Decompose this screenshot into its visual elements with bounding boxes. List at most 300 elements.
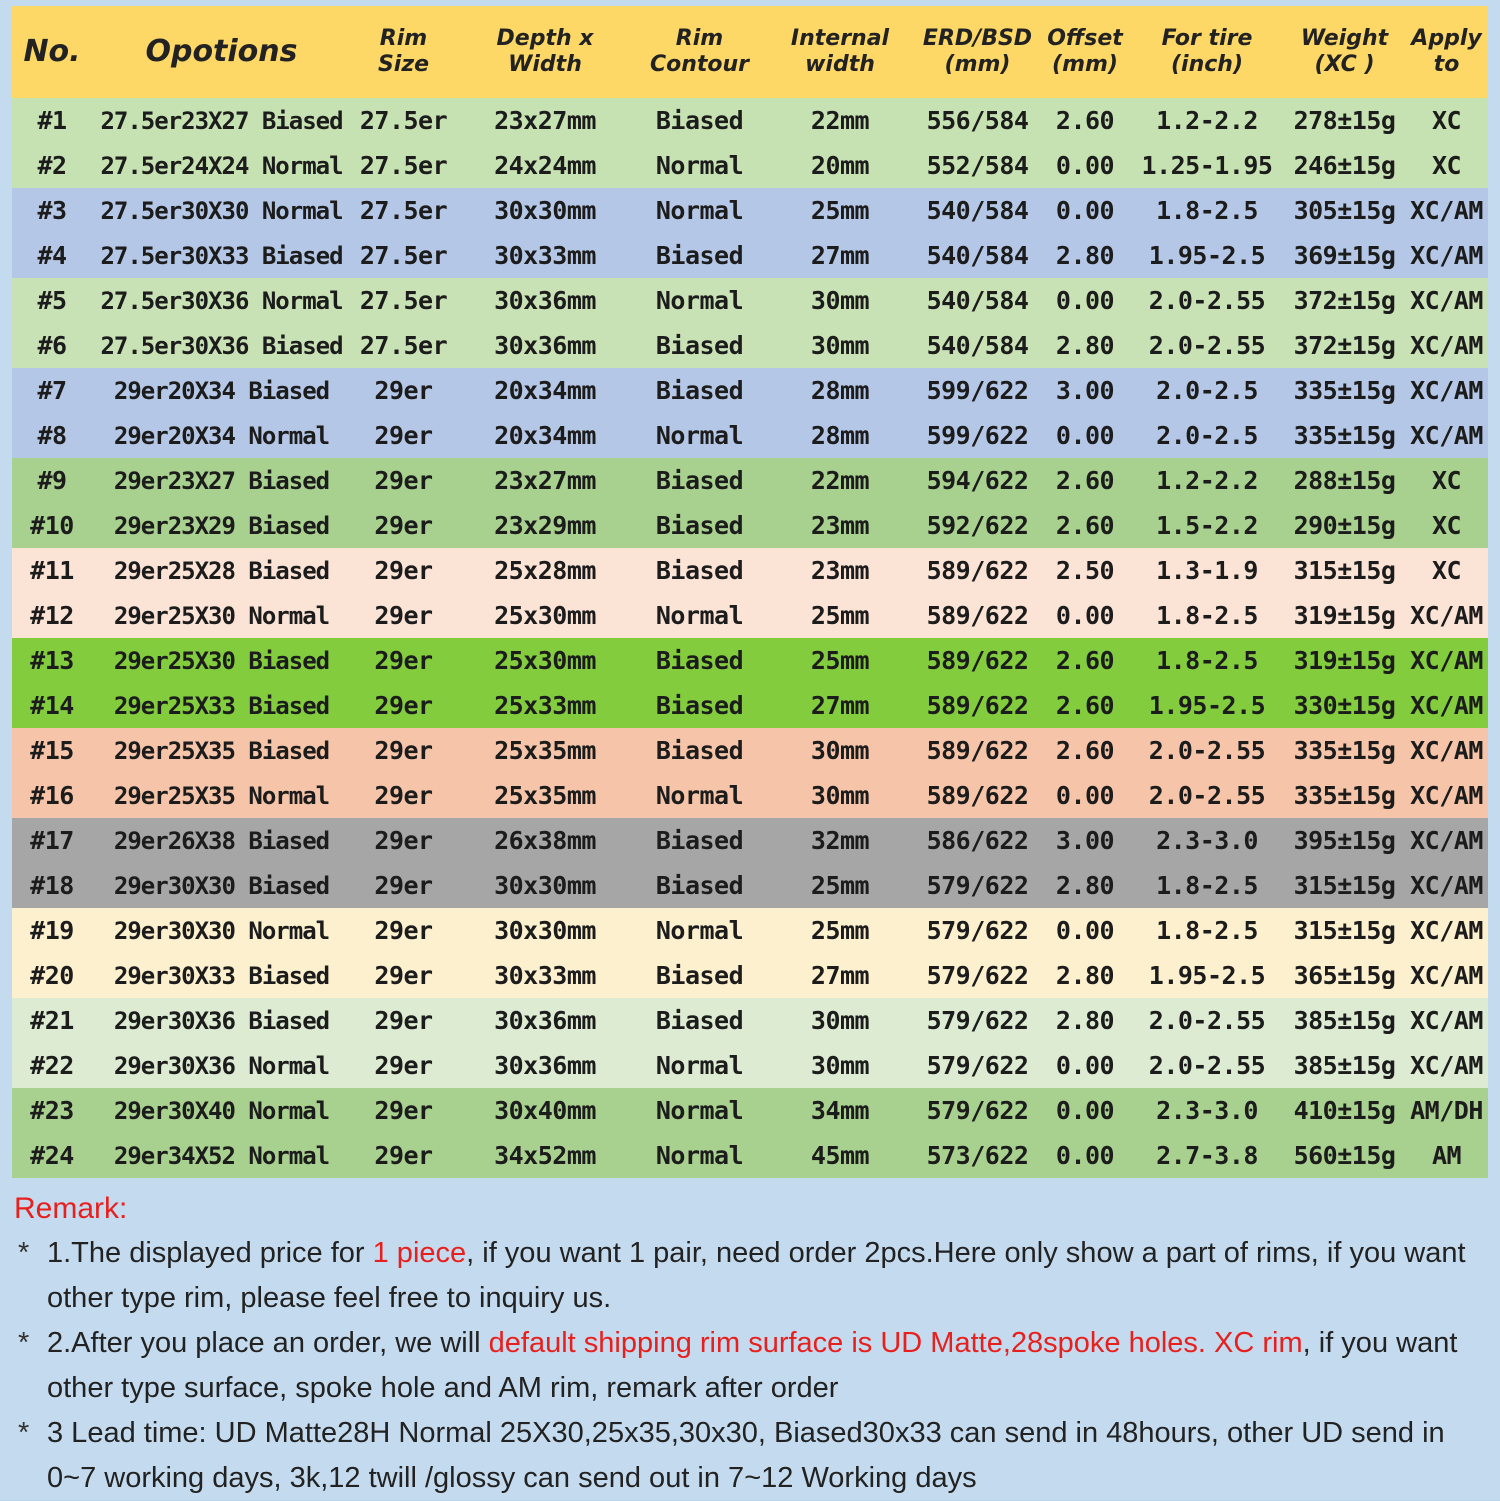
table-cell: 34x52mm (494, 1141, 596, 1170)
table-cell: 27.5er30X36 Normal (100, 286, 343, 315)
table-cell: AM (1431, 1141, 1462, 1170)
table-cell: 29er (374, 511, 433, 540)
column-header: Weight (XC ) (1284, 6, 1405, 98)
table-cell: #22 (30, 1051, 74, 1080)
table-cell: 23mm (810, 511, 870, 540)
table-cell: 25x35mm (494, 781, 596, 810)
table-cell: 27.5er24X24 Normal (100, 151, 343, 180)
table-cell: #2 (37, 151, 67, 180)
table-cell: 2.60 (1055, 106, 1115, 135)
remark-highlight-text: default shipping rim surface is UD Matte,28spoke holes. XC rim (488, 1327, 1303, 1359)
table-cell: #8 (37, 421, 67, 450)
table-cell: 20mm (810, 151, 870, 180)
table-cell: 27.5er (359, 196, 448, 225)
table-cell: 29er30X30 Normal (113, 916, 330, 945)
table-cell: 30x30mm (494, 871, 596, 900)
remark-item (14, 1231, 1488, 1321)
table-cell: 45mm (810, 1141, 870, 1170)
table-row (12, 1133, 1488, 1178)
table-cell: 28mm (810, 376, 870, 405)
table-cell: 27.5er (359, 331, 448, 360)
table-cell: 30x33mm (494, 241, 596, 270)
asterisk-icon: * (18, 1237, 30, 1269)
table-cell: #16 (30, 781, 74, 810)
table-row (12, 638, 1488, 683)
remark-text: 3 Lead time: UD Matte28H Normal 25X30,25x35,30x30, Biased30x33 can send in 48hours, other UD send in 0~7 working days, 3k,12 twill /glossy can send out in 7~12 Working days (47, 1417, 1445, 1494)
table-cell: 589/622 (926, 601, 1029, 630)
remark-text: 1.The displayed price for (47, 1237, 373, 1269)
table-cell: 2.60 (1055, 646, 1115, 675)
table-cell: XC/AM (1410, 196, 1483, 225)
asterisk-icon: * (18, 1417, 30, 1449)
table-cell: Normal (655, 916, 744, 945)
table-cell: 540/584 (926, 241, 1029, 270)
table-cell: 1.95-2.5 (1148, 961, 1266, 990)
table-row (12, 1088, 1488, 1133)
table-cell: #13 (30, 646, 74, 675)
table-cell: 25mm (810, 871, 870, 900)
table-cell: 29er23X27 Biased (113, 466, 330, 495)
table-cell: 30x30mm (494, 916, 596, 945)
table-cell: #24 (30, 1141, 74, 1170)
table-cell: 29er (374, 421, 433, 450)
table-cell: 30x36mm (494, 1051, 596, 1080)
table-cell: 26x38mm (494, 826, 596, 855)
table-cell: 1.8-2.5 (1156, 916, 1258, 945)
table-cell: 30x36mm (494, 331, 596, 360)
table-cell: 29er (374, 466, 433, 495)
table-cell: 25x35mm (494, 736, 596, 765)
table-cell: 2.3-3.0 (1156, 826, 1258, 855)
remark-text: , if you want other type surface, spoke hole and AM rim, remark after order (47, 1327, 1458, 1404)
remark-text: 2.After you place an order, we will (47, 1327, 489, 1359)
table-cell: 29er (374, 781, 433, 810)
table-cell: 34mm (810, 1096, 870, 1125)
table-cell: Biased (655, 331, 744, 360)
table-cell: 29er30X30 Biased (113, 871, 330, 900)
table-cell: 2.0-2.55 (1148, 286, 1266, 315)
table-cell: 25mm (810, 916, 870, 945)
table-cell: #4 (37, 241, 67, 270)
table-row (12, 548, 1488, 593)
table-cell: XC/AM (1410, 331, 1483, 360)
table-cell: 1.8-2.5 (1156, 871, 1258, 900)
table-cell: #23 (30, 1096, 74, 1125)
table-cell: XC (1431, 556, 1462, 585)
table-cell: #15 (30, 736, 74, 765)
table-cell: 22mm (810, 106, 870, 135)
table-cell: 29er25X28 Biased (113, 556, 330, 585)
table-cell: 579/622 (926, 916, 1029, 945)
table-cell: 385±15g (1293, 1006, 1396, 1035)
table-cell: 0.00 (1055, 1096, 1115, 1125)
table-cell: 29er26X38 Biased (113, 826, 330, 855)
remark-item (14, 1411, 1488, 1501)
table-cell: 29er20X34 Normal (113, 421, 330, 450)
table-header (12, 6, 1488, 98)
table-cell: 28mm (810, 421, 870, 450)
table-cell: XC/AM (1410, 241, 1483, 270)
table-cell: 29er30X33 Biased (113, 961, 330, 990)
table-cell: #3 (37, 196, 67, 225)
table-cell: 22mm (810, 466, 870, 495)
table-row (12, 863, 1488, 908)
table-cell: 1.3-1.9 (1156, 556, 1258, 585)
column-header: Apply to (1405, 6, 1488, 98)
table-cell: 23x29mm (494, 511, 596, 540)
table-cell: 29er25X30 Biased (113, 646, 330, 675)
table-cell: 552/584 (926, 151, 1029, 180)
table-cell: XC/AM (1410, 781, 1483, 810)
table-cell: 2.50 (1055, 556, 1115, 585)
rim-spec-table (12, 6, 1488, 1178)
table-cell: 372±15g (1293, 331, 1396, 360)
table-cell: 29er (374, 1141, 433, 1170)
table-cell: Biased (655, 511, 744, 540)
table-row (12, 233, 1488, 278)
table-cell: XC/AM (1410, 421, 1483, 450)
table-cell: Biased (655, 961, 744, 990)
table-cell: #18 (30, 871, 74, 900)
table-cell: #7 (37, 376, 67, 405)
table-cell: 25mm (810, 601, 870, 630)
table-cell: #6 (37, 331, 67, 360)
table-cell: #21 (30, 1006, 74, 1035)
table-cell: 30mm (810, 331, 870, 360)
table-cell: 315±15g (1293, 871, 1396, 900)
table-cell: 3.00 (1055, 376, 1115, 405)
table-cell: 29er30X36 Biased (113, 1006, 330, 1035)
table-cell: Biased (655, 466, 744, 495)
table-cell: 24x24mm (494, 151, 596, 180)
table-cell: #17 (30, 826, 74, 855)
table-cell: 0.00 (1055, 151, 1115, 180)
table-cell: 2.60 (1055, 466, 1115, 495)
table-cell: 29er (374, 376, 433, 405)
table-cell: Normal (655, 1141, 744, 1170)
table-cell: XC/AM (1410, 376, 1483, 405)
table-cell: 2.7-3.8 (1156, 1141, 1258, 1170)
table-cell: #19 (30, 916, 74, 945)
table-cell: 27.5er30X30 Normal (100, 196, 343, 225)
table-cell: 305±15g (1293, 196, 1396, 225)
table-cell: Biased (655, 871, 744, 900)
table-cell: XC/AM (1410, 961, 1483, 990)
table-cell: 315±15g (1293, 556, 1396, 585)
table-cell: 29er20X34 Biased (113, 376, 330, 405)
table-cell: 589/622 (926, 691, 1029, 720)
column-header: ERD/BSD (mm) (915, 6, 1040, 98)
table-cell: 290±15g (1293, 511, 1396, 540)
table-cell: #12 (30, 601, 74, 630)
table-cell: XC/AM (1410, 601, 1483, 630)
table-cell: 1.8-2.5 (1156, 196, 1258, 225)
table-row (12, 593, 1488, 638)
table-cell: 365±15g (1293, 961, 1396, 990)
table-cell: 25mm (810, 196, 870, 225)
table-cell: 29er (374, 1096, 433, 1125)
table-cell: 2.80 (1055, 961, 1115, 990)
table-cell: AM/DH (1410, 1096, 1483, 1125)
table-cell: Biased (655, 106, 744, 135)
table-cell: 594/622 (926, 466, 1029, 495)
table-cell: 27.5er23X27 Biased (100, 106, 343, 135)
column-header: Rim Size (351, 6, 456, 98)
table-cell: 27mm (810, 961, 870, 990)
table-row (12, 773, 1488, 818)
table-cell: 20x34mm (494, 376, 596, 405)
table-row (12, 728, 1488, 773)
table-row (12, 818, 1488, 863)
table-cell: 579/622 (926, 1051, 1029, 1080)
table-cell: 29er30X36 Normal (113, 1051, 330, 1080)
table-cell: 30mm (810, 1006, 870, 1035)
table-cell: XC/AM (1410, 1051, 1483, 1080)
table-cell: 1.5-2.2 (1156, 511, 1258, 540)
table-cell: 27.5er (359, 286, 448, 315)
table-cell: 0.00 (1055, 196, 1115, 225)
table-cell: 23x27mm (494, 106, 596, 135)
table-cell: Normal (655, 196, 744, 225)
table-cell: 20x34mm (494, 421, 596, 450)
table-row (12, 683, 1488, 728)
table-cell: 30mm (810, 736, 870, 765)
table-cell: 592/622 (926, 511, 1029, 540)
table-cell: #5 (37, 286, 67, 315)
table-cell: Normal (655, 601, 744, 630)
table-cell: 2.3-3.0 (1156, 1096, 1258, 1125)
table-cell: 2.0-2.55 (1148, 1051, 1266, 1080)
table-cell: XC (1431, 511, 1462, 540)
table-cell: Biased (655, 556, 744, 585)
table-cell: 29er (374, 1051, 433, 1080)
table-cell: 2.60 (1055, 691, 1115, 720)
table-cell: Normal (655, 781, 744, 810)
table-cell: XC (1431, 151, 1462, 180)
table-row (12, 458, 1488, 503)
table-cell: 30mm (810, 781, 870, 810)
table-cell: 319±15g (1293, 646, 1396, 675)
table-cell: 2.0-2.55 (1148, 736, 1266, 765)
table-cell: #9 (37, 466, 67, 495)
table-cell: 395±15g (1293, 826, 1396, 855)
table-cell: 0.00 (1055, 421, 1115, 450)
table-row (12, 413, 1488, 458)
table-cell: 278±15g (1293, 106, 1396, 135)
table-cell: 2.0-2.55 (1148, 331, 1266, 360)
column-header: Depth x Width (456, 6, 634, 98)
table-cell: 0.00 (1055, 1141, 1115, 1170)
table-cell: 589/622 (926, 556, 1029, 585)
table-cell: 29er (374, 826, 433, 855)
table-cell: Normal (655, 1096, 744, 1125)
table-cell: 2.60 (1055, 511, 1115, 540)
table-cell: 30x30mm (494, 196, 596, 225)
table-body (12, 98, 1488, 1178)
table-cell: Normal (655, 1051, 744, 1080)
table-cell: 579/622 (926, 1096, 1029, 1125)
table-cell: 540/584 (926, 331, 1029, 360)
table-cell: 29er23X29 Biased (113, 511, 330, 540)
table-cell: 1.25-1.95 (1141, 151, 1273, 180)
table-cell: Biased (655, 736, 744, 765)
remarks-title: Remark: (14, 1192, 128, 1225)
table-cell: 29er (374, 736, 433, 765)
table-cell: 288±15g (1293, 466, 1396, 495)
table-cell: #11 (30, 556, 74, 585)
table-cell: 25x30mm (494, 601, 596, 630)
table-cell: 335±15g (1293, 736, 1396, 765)
table-cell: 1.95-2.5 (1148, 691, 1266, 720)
table-cell: 385±15g (1293, 1051, 1396, 1080)
table-cell: 29er (374, 871, 433, 900)
remark-list (14, 1231, 1488, 1501)
asterisk-icon: * (18, 1327, 30, 1359)
table-cell: 1.95-2.5 (1148, 241, 1266, 270)
table-cell: 589/622 (926, 736, 1029, 765)
table-cell: #14 (30, 691, 74, 720)
table-cell: 2.80 (1055, 331, 1115, 360)
table-cell: 589/622 (926, 646, 1029, 675)
table-cell: 0.00 (1055, 781, 1115, 810)
table-cell: 540/584 (926, 286, 1029, 315)
table-row (12, 908, 1488, 953)
table-row (12, 953, 1488, 998)
table-row (12, 1043, 1488, 1088)
table-cell: 579/622 (926, 1006, 1029, 1035)
table-cell: 369±15g (1293, 241, 1396, 270)
table-cell: 30mm (810, 1051, 870, 1080)
table-cell: 2.0-2.5 (1156, 421, 1258, 450)
table-cell: 29er25X30 Normal (113, 601, 330, 630)
table-cell: 29er34X52 Normal (113, 1141, 330, 1170)
table-cell: Biased (655, 1006, 744, 1035)
column-header: Rim Contour (634, 6, 765, 98)
table-cell: 29er25X35 Normal (113, 781, 330, 810)
table-cell: 30mm (810, 286, 870, 315)
table-cell: 335±15g (1293, 421, 1396, 450)
table-cell: 540/584 (926, 196, 1029, 225)
table-cell: 27.5er30X33 Biased (100, 241, 343, 270)
table-cell: 2.60 (1055, 736, 1115, 765)
table-cell: 0.00 (1055, 601, 1115, 630)
table-cell: 30x36mm (494, 286, 596, 315)
table-cell: 25mm (810, 646, 870, 675)
table-cell: 319±15g (1293, 601, 1396, 630)
table-cell: Normal (655, 151, 744, 180)
table-cell: 560±15g (1293, 1141, 1396, 1170)
table-cell: Biased (655, 241, 744, 270)
table-cell: 25x28mm (494, 556, 596, 585)
table-cell: 23mm (810, 556, 870, 585)
table-cell: 27.5er (359, 151, 448, 180)
table-cell: Normal (655, 286, 744, 315)
table-cell: 556/584 (926, 106, 1029, 135)
table-cell: 0.00 (1055, 286, 1115, 315)
table-cell: 2.0-2.55 (1148, 781, 1266, 810)
table-cell: 1.2-2.2 (1156, 106, 1258, 135)
table-cell: 29er (374, 601, 433, 630)
table-cell: Biased (655, 691, 744, 720)
table-cell: XC (1431, 106, 1462, 135)
table-cell: 25x33mm (494, 691, 596, 720)
table-cell: 29er30X40 Normal (113, 1096, 330, 1125)
table-cell: #10 (30, 511, 74, 540)
table-cell: 30x36mm (494, 1006, 596, 1035)
remark-item (14, 1321, 1488, 1411)
column-header: Internal width (765, 6, 915, 98)
table-cell: 30x33mm (494, 961, 596, 990)
table-row (12, 368, 1488, 413)
column-header: No. (12, 6, 92, 98)
table-cell: XC/AM (1410, 691, 1483, 720)
table-cell: 246±15g (1293, 151, 1396, 180)
table-cell: 29er25X35 Biased (113, 736, 330, 765)
table-cell: XC/AM (1410, 916, 1483, 945)
table-cell: 586/622 (926, 826, 1029, 855)
column-header: Offset (mm) (1040, 6, 1130, 98)
header-row (12, 6, 1488, 98)
table-cell: 372±15g (1293, 286, 1396, 315)
table-cell: XC/AM (1410, 826, 1483, 855)
table-row (12, 188, 1488, 233)
table-cell: #1 (37, 106, 67, 135)
remarks-section (14, 1186, 1488, 1501)
table-cell: Biased (655, 826, 744, 855)
column-header: For tire (inch) (1130, 6, 1284, 98)
table-cell: 29er (374, 916, 433, 945)
table-cell: 27.5er30X36 Biased (100, 331, 343, 360)
table-cell: #20 (30, 961, 74, 990)
table-cell: 29er (374, 1006, 433, 1035)
table-cell: 410±15g (1293, 1096, 1396, 1125)
table-cell: 335±15g (1293, 781, 1396, 810)
table-row (12, 143, 1488, 188)
table-row (12, 323, 1488, 368)
table-cell: 29er (374, 691, 433, 720)
table-cell: 599/622 (926, 376, 1029, 405)
table-cell: 2.0-2.55 (1148, 1006, 1266, 1035)
table-cell: 573/622 (926, 1141, 1029, 1170)
table-cell: 2.80 (1055, 871, 1115, 900)
table-cell: 27.5er (359, 106, 448, 135)
table-cell: Biased (655, 646, 744, 675)
table-cell: 0.00 (1055, 916, 1115, 945)
table-cell: 27.5er (359, 241, 448, 270)
table-cell: 23x27mm (494, 466, 596, 495)
table-cell: Biased (655, 376, 744, 405)
table-cell: 29er (374, 556, 433, 585)
table-cell: 2.80 (1055, 1006, 1115, 1035)
table-cell: 3.00 (1055, 826, 1115, 855)
table-cell: 599/622 (926, 421, 1029, 450)
table-cell: 29er25X33 Biased (113, 691, 330, 720)
table-cell: XC (1431, 466, 1462, 495)
table-cell: 2.0-2.5 (1156, 376, 1258, 405)
table-cell: 32mm (810, 826, 870, 855)
table-row (12, 503, 1488, 548)
table-cell: 30x40mm (494, 1096, 596, 1125)
table-cell: XC/AM (1410, 646, 1483, 675)
table-cell: 315±15g (1293, 916, 1396, 945)
table-row (12, 98, 1488, 143)
table-row (12, 278, 1488, 323)
table-row (12, 998, 1488, 1043)
table-cell: 330±15g (1293, 691, 1396, 720)
table-cell: 1.2-2.2 (1156, 466, 1258, 495)
table-cell: XC/AM (1410, 286, 1483, 315)
table-cell: 335±15g (1293, 376, 1396, 405)
